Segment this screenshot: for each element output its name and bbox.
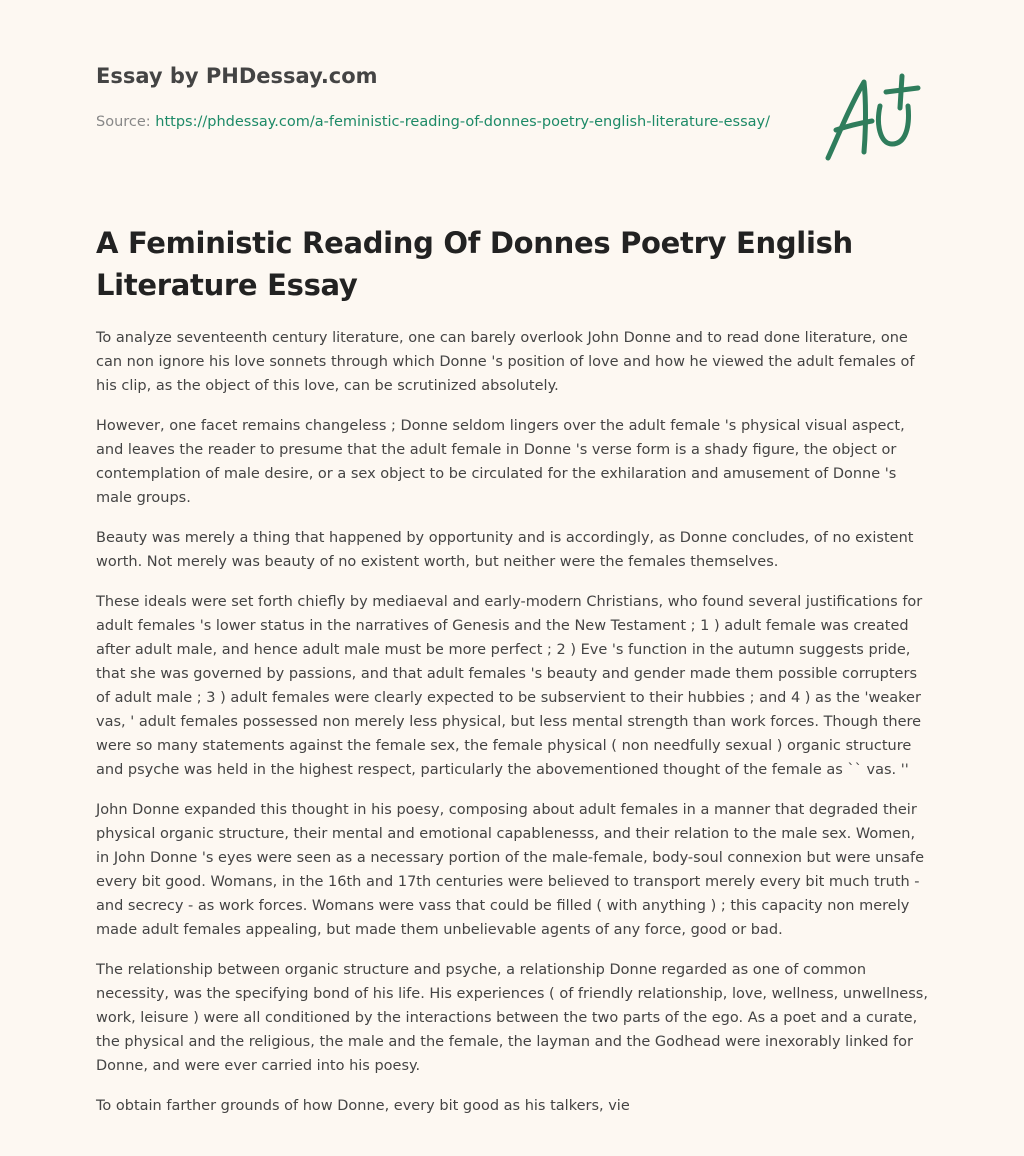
- essay-body: [96, 326, 928, 1134]
- paragraph: John Donne expanded this thought in his poesy, composing about adult females in a manner that degraded their physical organic structure, their mental and emotional capablenesss, and their relation to the male sex. Women, in John Donne 's eyes were seen as a necessary portion of the male-female, body-soul connexion but were unsafe every bit good. Womans, in the 16th and 17th centuries were believed to transport merely every bit much truth - and secrecy - as work forces. Womans were vass that could be filled ( with anything ) ; this capacity non merely made adult females appealing, but made them unbelievable agents of any force, good or bad.: [96, 802, 925, 938]
- paragraph: However, one facet remains changeless ; Donne seldom lingers over the adult female 's physical visual aspect, and leaves the reader to presume that the adult female in Donne 's verse form is a shady figure, the object or contemplation of male desire, or a sex object to be circulated for the exhilaration and amusement of Donne 's male groups.: [96, 418, 905, 506]
- essay-title: A Feministic Reading Of Donnes Poetry English Literature Essay: [96, 226, 853, 302]
- paragraph: The relationship between organic structure and psyche, a relationship Donne regarded as one of common necessity, was the specifying bond of his life. His experiences ( of friendly relationship, love, wellness, unwellness, work, leisure ) were all conditioned by the interactions between the two parts of the ego. As a poet and a curate, the physical and the religious, the male and the female, the layman and the Godhead were inexorably linked for Donne, and were ever carried into his poesy.: [96, 962, 928, 1074]
- paragraph: These ideals were set forth chiefly by mediaeval and early-modern Christians, who found several justifications for adult females 's lower status in the narratives of Genesis and the New Testament ; 1 ) adult female was created after adult male, and hence adult male must be more perfect ; 2 ) Eve 's function in the autumn suggests pride, that she was governed by passions, and that adult females 's beauty and gender made them possible corrupters of adult male ; 3 ) adult females were clearly expected to be subservient to their hubbies ; and 4 ) as the 'weaker vas, ' adult females possessed non merely less physical, but less mental strength than work forces. Though there were so many statements against the female sex, the female physical ( non needfully sexual ) organic structure and psyche was held in the highest respect, particularly the abovementioned thought of the female as `` vas. '': [96, 594, 923, 778]
- paragraph: To analyze seventeenth century literature, one can barely overlook John Donne and to read done literature, one can non ignore his love sonnets through which Donne 's position of love and how he viewed the adult females of his clip, as the object of this love, can be scrutinized absolutely.: [96, 330, 915, 394]
- source-label: Source:: [96, 114, 156, 130]
- source-link[interactable]: https://phdessay.com/a-feministic-reading-of-donnes-poetry-english-literature-essay/: [155, 114, 771, 130]
- source-line: [96, 111, 776, 133]
- paragraph: To obtain farther grounds of how Donne, every bit good as his talkers, vie: [96, 1098, 630, 1114]
- a-plus-icon: [820, 66, 930, 166]
- site-title: Essay by PHDessay.com: [96, 64, 378, 88]
- paragraph: Beauty was merely a thing that happened by opportunity and is accordingly, as Donne concludes, of no existent worth. Not merely was beauty of no existent worth, but neither were the females themselves.: [96, 530, 914, 570]
